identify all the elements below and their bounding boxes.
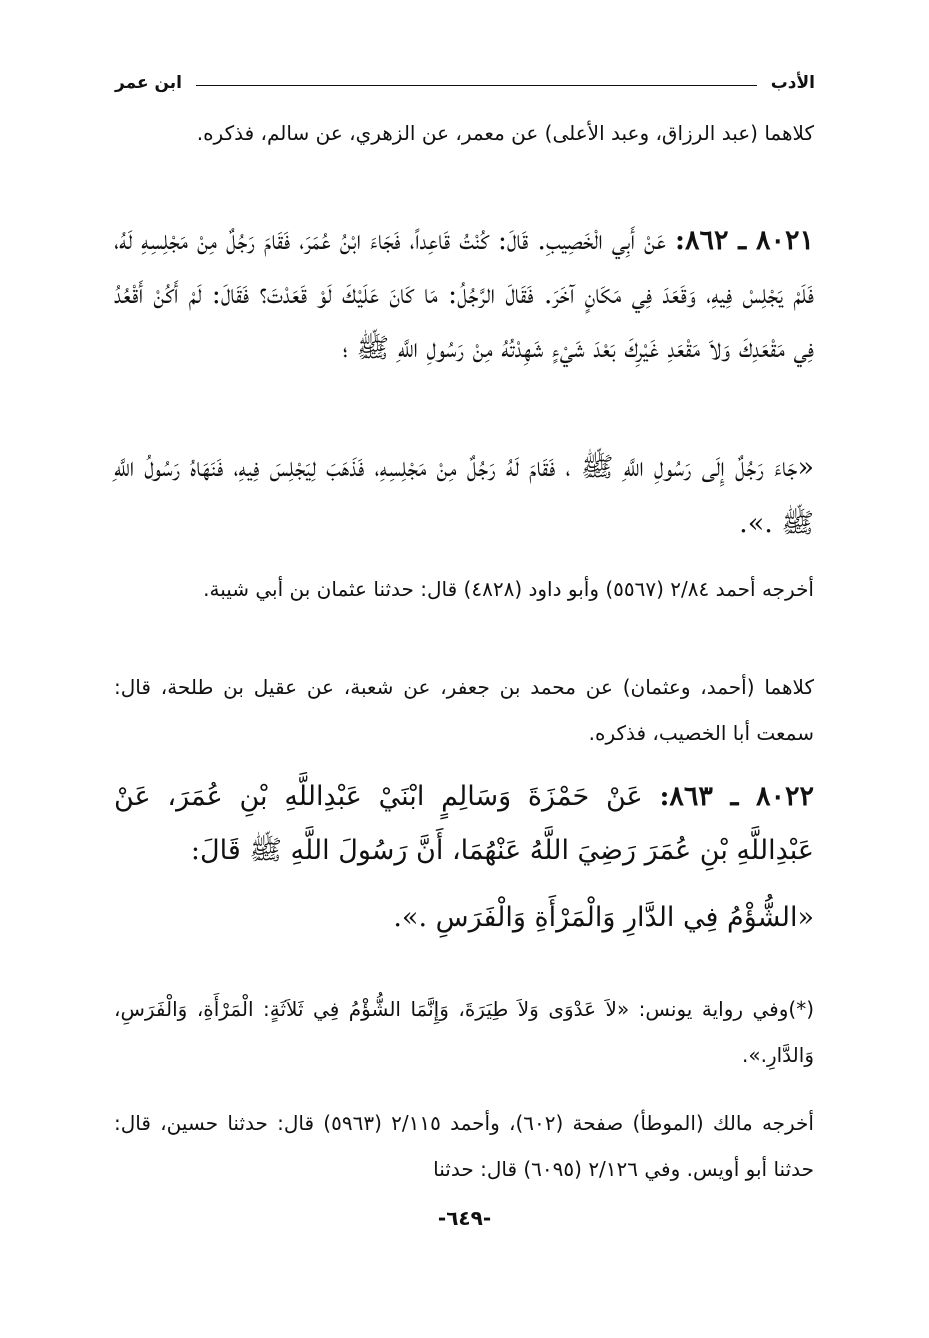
header-left-title: ابن عمر xyxy=(115,73,183,93)
header-rule xyxy=(196,85,757,86)
hadith-8022-quote: «الشُّؤْمُ فِي الدَّارِ وَالْمَرْأَةِ وَالْفَرَسِ .». xyxy=(393,902,814,933)
header-right-title: الأدب xyxy=(770,73,815,93)
paragraph-source-chain-2: كلاهما (أحمد، وعثمان) عن محمد بن جعفر، عن شعبة، عن عقيل بن طلحة، قال: سمعت أبا الخصيب، فذكره. xyxy=(114,675,814,745)
paragraph-yunus-narration: (*)وفي رواية يونس: «لاَ عَدْوَى وَلاَ طِيَرَةَ، وَإِنَّمَا الشُّؤْمُ فِي ثَلاَثَةٍ: الْمَرْأَةِ، وَالْفَرَسِ، وَالدَّارِ.». xyxy=(114,997,814,1067)
hadith-number: ٨٠٢١ ـ ٨٦٢: xyxy=(674,225,814,256)
hadith-8022 xyxy=(114,770,814,878)
hadith-text: عَنْ أَبِي الْخَصِيبِ. قَالَ: كُنْتُ قَاعِداً، فَجَاءَ ابْنُ عُمَرَ، فَقَامَ رَجُلٌ مِنْ مَجْلِسِهِ لَهُ، فَلَمْ يَجْلِسْ فِيهِ، وَقَعَدَ فِي مَكَانٍ آخَرَ. فَقَالَ الرَّجُلُ: مَا كَانَ عَلَيْكَ لَوْ قَعَدْتَ؟ فَقَالَ: لَمْ أَكُنْ أَقْعُدُ فِي مَقْعَدِكَ وَلاَ مَقْعَدِ غَيْرِكَ بَعْدَ شَيْءٍ شَهِدْتُهُ مِنْ رَسُولِ اللَّهِ ﷺ ؛ xyxy=(114,225,814,364)
paragraph-takhrij-2: أخرجه مالك (الموطأ) صفحة (٦٠٢)، وأحمد ٢/١١٥ (٥٩٦٣) قال: حدثنا حسين، قال: حدثنا أبو أويس. وفي ٢/١٢٦ (٦٠٩٥) قال: حدثنا xyxy=(114,1111,814,1181)
hadith-text: عَنْ حَمْزَةَ وَسَالِمٍ ابْنَيْ عَبْدِاللَّهِ بْنِ عُمَرَ، عَنْ عَبْدِاللَّهِ بْنِ عُمَرَ رَضِيَ اللَّهُ عَنْهُمَا، أَنَّ رَسُولَ اللَّهِ ﷺ قَالَ: xyxy=(114,781,814,866)
paragraph-takhrij-1: أخرجه أحمد ٢/٨٤ (٥٥٦٧) وأبو داود (٤٨٢٨) قال: حدثنا عثمان بن أبي شيبة. xyxy=(203,577,814,601)
hadith-8021-quote: «جَاءَ رَجُلٌ إِلَى رَسُولِ اللَّهِ ﷺ ، فَقَامَ لَهُ رَجُلٌ مِنْ مَجْلِسِهِ، فَذَهَبَ لِيَجْلِسَ فِيهِ، فَنَهَاهُ رَسُولُ اللَّهِ ﷺ .». xyxy=(114,452,814,539)
hadith-number: ٨٠٢٢ ـ ٨٦٣: xyxy=(659,781,814,812)
page-number: -٦٤٩- xyxy=(437,1206,492,1230)
hadith-8021 xyxy=(114,214,814,376)
paragraph-source-chain-1: كلاهما (عبد الرزاق، وعبد الأعلى) عن معمر، عن الزهري، عن سالم، فذكره. xyxy=(196,121,814,145)
running-header xyxy=(115,70,815,96)
